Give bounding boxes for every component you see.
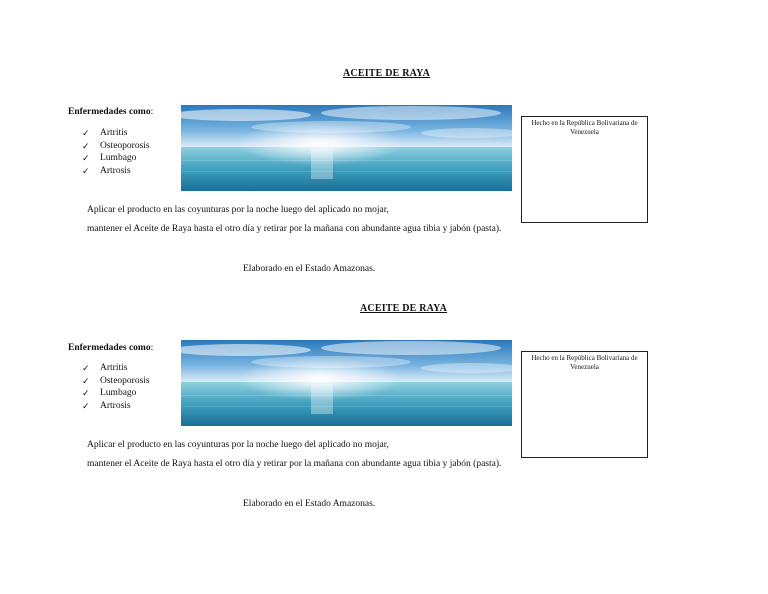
- conditions-heading-text: Enfermedades como: [68, 343, 151, 353]
- checkmark-icon: ✓: [82, 165, 90, 176]
- condition-label: Lumbago: [100, 153, 137, 163]
- conditions-heading-text: Enfermedades como: [68, 107, 151, 117]
- checkmark-icon: ✓: [82, 140, 90, 151]
- origin-footer: Elaborado en el Estado Amazonas.: [243, 264, 376, 274]
- list-item: [82, 387, 150, 400]
- conditions-heading-colon: :: [150, 343, 154, 353]
- list-item: [82, 362, 150, 375]
- origin-text: Hecho en la República Bolivariana de Venezuela: [531, 354, 638, 371]
- conditions-list: [82, 362, 150, 412]
- checkmark-icon: ✓: [82, 388, 90, 398]
- checkmark-icon: ✓: [82, 375, 90, 386]
- condition-label: Artrosis: [100, 400, 131, 411]
- list-item: [82, 400, 150, 413]
- conditions-heading-colon: :: [150, 107, 154, 117]
- condition-label: Artrosis: [100, 165, 131, 176]
- ocean-photo: [181, 340, 512, 426]
- label-title: ACEITE DE RAYA: [360, 303, 448, 314]
- instructions-line-1: Aplicar el producto en las coyunturas por la noche luego del aplicado no mojar,: [87, 205, 389, 215]
- origin-text: Hecho en la República Bolivariana de Venezuela: [531, 119, 638, 136]
- condition-label: Lumbago: [100, 388, 137, 398]
- conditions-heading: [68, 343, 153, 353]
- instructions-line-1: Aplicar el producto en las coyunturas por la noche luego del aplicado no mojar,: [87, 440, 389, 450]
- condition-label: Osteoporosis: [100, 375, 150, 386]
- checkmark-icon: ✓: [82, 400, 90, 411]
- instructions-line-2: mantener el Aceite de Raya hasta el otro día y retirar por la mañana con abundante agua tibia y jabón (pasta).: [87, 224, 502, 234]
- list-item: [82, 375, 150, 388]
- condition-label: Osteoporosis: [100, 140, 150, 151]
- instructions-line-2: mantener el Aceite de Raya hasta el otro día y retirar por la mañana con abundante agua tibia y jabón (pasta).: [87, 459, 502, 469]
- checkmark-icon: ✓: [82, 363, 90, 373]
- origin-box: [521, 351, 648, 458]
- origin-footer: Elaborado en el Estado Amazonas.: [243, 499, 376, 509]
- checkmark-icon: ✓: [82, 153, 90, 163]
- condition-label: Artritis: [100, 128, 128, 138]
- condition-label: Artritis: [100, 363, 128, 373]
- label-title: ACEITE DE RAYA: [343, 68, 431, 79]
- checkmark-icon: ✓: [82, 128, 90, 138]
